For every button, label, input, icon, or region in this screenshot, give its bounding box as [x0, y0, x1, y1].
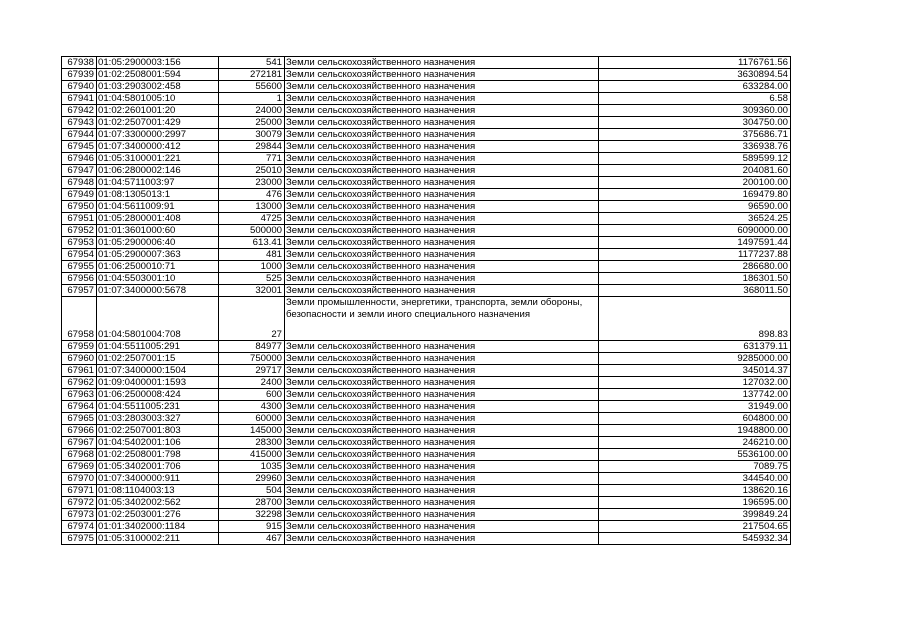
area-cell: 23000	[219, 177, 285, 189]
land-category-cell: Земли промышленности, энергетики, транспорта, земли обороны, безопасности и земли иного специального назначения	[285, 297, 599, 341]
area-cell: 28300	[219, 437, 285, 449]
area-cell: 915	[219, 521, 285, 533]
cadastral-number-cell: 01:04:5711003:97	[97, 177, 219, 189]
area-cell: 1035	[219, 461, 285, 473]
cadastral-number-cell: 01:06:2800002:146	[97, 165, 219, 177]
cadastral-number-cell: 01:02:2508001:594	[97, 69, 219, 81]
row-number-cell: 67968	[62, 449, 97, 461]
row-number-cell: 67942	[62, 105, 97, 117]
row-number-cell: 67965	[62, 413, 97, 425]
area-cell: 481	[219, 249, 285, 261]
land-category-cell: Земли сельскохозяйственного назначения	[285, 129, 599, 141]
table-row	[62, 285, 791, 297]
table-row	[62, 401, 791, 413]
table-row	[62, 237, 791, 249]
cadastral-value-cell: 196595.00	[599, 497, 791, 509]
land-category-cell: Земли сельскохозяйственного назначения	[285, 413, 599, 425]
land-category-cell: Земли сельскохозяйственного назначения	[285, 225, 599, 237]
row-number-cell: 67948	[62, 177, 97, 189]
area-cell: 13000	[219, 201, 285, 213]
land-category-cell: Земли сельскохозяйственного назначения	[285, 285, 599, 297]
row-number-cell: 67957	[62, 285, 97, 297]
row-number-cell: 67958	[62, 297, 97, 341]
cadastral-value-cell: 345014.37	[599, 365, 791, 377]
table-row	[62, 437, 791, 449]
cadastral-number-cell: 01:02:2507001:803	[97, 425, 219, 437]
cadastral-value-cell: 375686.71	[599, 129, 791, 141]
land-category-cell: Земли сельскохозяйственного назначения	[285, 449, 599, 461]
land-category-cell: Земли сельскохозяйственного назначения	[285, 473, 599, 485]
table-row	[62, 389, 791, 401]
cadastral-value-cell: 186301.50	[599, 273, 791, 285]
cadastral-value-cell: 336938.76	[599, 141, 791, 153]
cadastral-value-cell: 9285000.00	[599, 353, 791, 365]
table-row	[62, 413, 791, 425]
cadastral-value-cell: 6090000.00	[599, 225, 791, 237]
table-row	[62, 57, 791, 69]
cadastral-value-cell: 1497591.44	[599, 237, 791, 249]
table-row	[62, 509, 791, 521]
table-row	[62, 353, 791, 365]
land-category-cell: Земли сельскохозяйственного назначения	[285, 401, 599, 413]
cadastral-number-cell: 01:02:2507001:429	[97, 117, 219, 129]
table-row	[62, 461, 791, 473]
land-category-cell: Земли сельскохозяйственного назначения	[285, 57, 599, 69]
area-cell: 4725	[219, 213, 285, 225]
row-number-cell: 67961	[62, 365, 97, 377]
land-category-cell: Земли сельскохозяйственного назначения	[285, 153, 599, 165]
cadastral-number-cell: 01:09:0400001:1593	[97, 377, 219, 389]
row-number-cell: 67947	[62, 165, 97, 177]
table-row	[62, 105, 791, 117]
row-number-cell: 67969	[62, 461, 97, 473]
cadastral-value-cell: 137742.00	[599, 389, 791, 401]
cadastral-value-cell: 368011.50	[599, 285, 791, 297]
cadastral-value-cell: 3630894.54	[599, 69, 791, 81]
table-row	[62, 201, 791, 213]
row-number-cell: 67972	[62, 497, 97, 509]
cadastral-number-cell: 01:07:3400000:412	[97, 141, 219, 153]
row-number-cell: 67938	[62, 57, 97, 69]
land-category-cell: Земли сельскохозяйственного назначения	[285, 273, 599, 285]
cadastral-number-cell: 01:02:2508001:798	[97, 449, 219, 461]
area-cell: 25010	[219, 165, 285, 177]
cadastral-number-cell: 01:06:2500008:424	[97, 389, 219, 401]
table-row	[62, 69, 791, 81]
land-category-cell: Земли сельскохозяйственного назначения	[285, 353, 599, 365]
area-cell: 84977	[219, 341, 285, 353]
table-row	[62, 297, 791, 341]
area-cell: 771	[219, 153, 285, 165]
land-category-cell: Земли сельскохозяйственного назначения	[285, 249, 599, 261]
cadastral-value-cell: 399849.24	[599, 509, 791, 521]
table-row	[62, 213, 791, 225]
row-number-cell: 67952	[62, 225, 97, 237]
cadastral-value-cell: 344540.00	[599, 473, 791, 485]
row-number-cell: 67966	[62, 425, 97, 437]
area-cell: 27	[219, 297, 285, 341]
land-category-cell: Земли сельскохозяйственного назначения	[285, 141, 599, 153]
cadastral-value-cell: 6.58	[599, 93, 791, 105]
land-category-cell: Земли сельскохозяйственного назначения	[285, 485, 599, 497]
table-row	[62, 377, 791, 389]
area-cell: 29960	[219, 473, 285, 485]
cadastral-number-cell: 01:05:2900007:363	[97, 249, 219, 261]
cadastral-value-cell: 1176761.56	[599, 57, 791, 69]
area-cell: 32298	[219, 509, 285, 521]
area-cell: 500000	[219, 225, 285, 237]
cadastral-number-cell: 01:07:3400000:911	[97, 473, 219, 485]
cadastral-value-cell: 309360.00	[599, 105, 791, 117]
cadastral-value-cell: 589599.12	[599, 153, 791, 165]
table-row	[62, 365, 791, 377]
row-number-cell: 67956	[62, 273, 97, 285]
area-cell: 25000	[219, 117, 285, 129]
cadastral-number-cell: 01:07:3300000:2997	[97, 129, 219, 141]
land-category-cell: Земли сельскохозяйственного назначения	[285, 377, 599, 389]
land-category-cell: Земли сельскохозяйственного назначения	[285, 425, 599, 437]
row-number-cell: 67940	[62, 81, 97, 93]
table-row	[62, 485, 791, 497]
row-number-cell: 67949	[62, 189, 97, 201]
table-row	[62, 225, 791, 237]
land-category-cell: Земли сельскохозяйственного назначения	[285, 497, 599, 509]
row-number-cell: 67971	[62, 485, 97, 497]
cadastral-value-cell: 31949.00	[599, 401, 791, 413]
land-category-cell: Земли сельскохозяйственного назначения	[285, 509, 599, 521]
row-number-cell: 67967	[62, 437, 97, 449]
area-cell: 29844	[219, 141, 285, 153]
area-cell: 750000	[219, 353, 285, 365]
cadastral-value-cell: 631379.11	[599, 341, 791, 353]
table-row	[62, 497, 791, 509]
cadastral-number-cell: 01:02:2601001:20	[97, 105, 219, 117]
cadastral-value-cell: 36524.25	[599, 213, 791, 225]
land-category-cell: Земли сельскохозяйственного назначения	[285, 341, 599, 353]
cadastral-number-cell: 01:05:2800001:408	[97, 213, 219, 225]
area-cell: 1000	[219, 261, 285, 273]
table-row	[62, 473, 791, 485]
cadastral-value-cell: 169479.80	[599, 189, 791, 201]
row-number-cell: 67944	[62, 129, 97, 141]
table-row	[62, 249, 791, 261]
area-cell: 29717	[219, 365, 285, 377]
row-number-cell: 67953	[62, 237, 97, 249]
cadastral-value-cell: 1177237.88	[599, 249, 791, 261]
table-row	[62, 177, 791, 189]
cadastral-value-cell: 1948800.00	[599, 425, 791, 437]
row-number-cell: 67939	[62, 69, 97, 81]
table-row	[62, 261, 791, 273]
cadastral-number-cell: 01:04:5511005:291	[97, 341, 219, 353]
table-row	[62, 273, 791, 285]
row-number-cell: 67945	[62, 141, 97, 153]
cadastral-number-cell: 01:07:3400000:5678	[97, 285, 219, 297]
cadastral-number-cell: 01:08:1104003:13	[97, 485, 219, 497]
cadastral-number-cell: 01:03:2803003:327	[97, 413, 219, 425]
row-number-cell: 67960	[62, 353, 97, 365]
row-number-cell: 67964	[62, 401, 97, 413]
land-category-cell: Земли сельскохозяйственного назначения	[285, 189, 599, 201]
cadastral-number-cell: 01:01:3402000:1184	[97, 521, 219, 533]
area-cell: 28700	[219, 497, 285, 509]
area-cell: 1	[219, 93, 285, 105]
row-number-cell: 67962	[62, 377, 97, 389]
table-row	[62, 533, 791, 545]
land-category-cell: Земли сельскохозяйственного назначения	[285, 117, 599, 129]
cadastral-number-cell: 01:02:2503001:276	[97, 509, 219, 521]
area-cell: 2400	[219, 377, 285, 389]
cadastral-value-cell: 898.83	[599, 297, 791, 341]
area-cell: 4300	[219, 401, 285, 413]
cadastral-number-cell: 01:05:2900006:40	[97, 237, 219, 249]
row-number-cell: 67951	[62, 213, 97, 225]
cadastral-value-cell: 7089.75	[599, 461, 791, 473]
table-row	[62, 341, 791, 353]
area-cell: 525	[219, 273, 285, 285]
land-category-cell: Земли сельскохозяйственного назначения	[285, 261, 599, 273]
cadastral-value-cell: 545932.34	[599, 533, 791, 545]
land-category-cell: Земли сельскохозяйственного назначения	[285, 389, 599, 401]
cadastral-value-cell: 304750.00	[599, 117, 791, 129]
cadastral-number-cell: 01:06:2500010:71	[97, 261, 219, 273]
document-page	[61, 56, 791, 545]
cadastral-value-cell: 217504.65	[599, 521, 791, 533]
cadastral-number-cell: 01:04:5611009:91	[97, 201, 219, 213]
land-category-cell: Земли сельскохозяйственного назначения	[285, 93, 599, 105]
cadastral-value-cell: 633284.00	[599, 81, 791, 93]
area-cell: 55600	[219, 81, 285, 93]
cadastral-number-cell: 01:05:3402002:562	[97, 497, 219, 509]
land-category-cell: Земли сельскохозяйственного назначения	[285, 237, 599, 249]
cadastral-value-cell: 286680.00	[599, 261, 791, 273]
row-number-cell: 67950	[62, 201, 97, 213]
cadastral-number-cell: 01:02:2507001:15	[97, 353, 219, 365]
land-category-cell: Земли сельскохозяйственного назначения	[285, 461, 599, 473]
cadastral-value-cell: 204081.60	[599, 165, 791, 177]
table-row	[62, 93, 791, 105]
area-cell: 30079	[219, 129, 285, 141]
table-row	[62, 129, 791, 141]
cadastral-value-cell: 96590.00	[599, 201, 791, 213]
land-category-cell: Земли сельскохозяйственного назначения	[285, 165, 599, 177]
cadastral-number-cell: 01:04:5801005:10	[97, 93, 219, 105]
cadastral-value-cell: 127032.00	[599, 377, 791, 389]
cadastral-number-cell: 01:05:3100002:211	[97, 533, 219, 545]
cadastral-value-cell: 246210.00	[599, 437, 791, 449]
row-number-cell: 67963	[62, 389, 97, 401]
area-cell: 272181	[219, 69, 285, 81]
area-cell: 60000	[219, 413, 285, 425]
table-row	[62, 153, 791, 165]
table-row	[62, 117, 791, 129]
table-row	[62, 449, 791, 461]
land-category-cell: Земли сельскохозяйственного назначения	[285, 213, 599, 225]
cadastral-value-cell: 604800.00	[599, 413, 791, 425]
cadastral-value-cell: 200100.00	[599, 177, 791, 189]
land-category-cell: Земли сельскохозяйственного назначения	[285, 437, 599, 449]
area-cell: 32001	[219, 285, 285, 297]
cadastral-number-cell: 01:04:5801004:708	[97, 297, 219, 341]
row-number-cell: 67955	[62, 261, 97, 273]
table-body	[62, 57, 791, 545]
area-cell: 467	[219, 533, 285, 545]
row-number-cell: 67975	[62, 533, 97, 545]
cadastral-number-cell: 01:04:5402001:106	[97, 437, 219, 449]
area-cell: 613.41	[219, 237, 285, 249]
row-number-cell: 67946	[62, 153, 97, 165]
cadastral-number-cell: 01:03:2903002:458	[97, 81, 219, 93]
cadastral-number-cell: 01:04:5511005:231	[97, 401, 219, 413]
cadastral-value-cell: 138620.16	[599, 485, 791, 497]
land-category-cell: Земли сельскохозяйственного назначения	[285, 201, 599, 213]
row-number-cell: 67943	[62, 117, 97, 129]
land-category-cell: Земли сельскохозяйственного назначения	[285, 69, 599, 81]
land-category-cell: Земли сельскохозяйственного назначения	[285, 533, 599, 545]
cadastral-number-cell: 01:07:3400000:1504	[97, 365, 219, 377]
area-cell: 415000	[219, 449, 285, 461]
table-row	[62, 425, 791, 437]
land-category-cell: Земли сельскохозяйственного назначения	[285, 177, 599, 189]
table-row	[62, 189, 791, 201]
land-category-cell: Земли сельскохозяйственного назначения	[285, 521, 599, 533]
table-row	[62, 521, 791, 533]
row-number-cell: 67974	[62, 521, 97, 533]
land-plots-table	[61, 56, 791, 545]
area-cell: 145000	[219, 425, 285, 437]
row-number-cell: 67970	[62, 473, 97, 485]
cadastral-number-cell: 01:05:3402001:706	[97, 461, 219, 473]
row-number-cell: 67959	[62, 341, 97, 353]
area-cell: 541	[219, 57, 285, 69]
row-number-cell: 67941	[62, 93, 97, 105]
cadastral-value-cell: 5536100.00	[599, 449, 791, 461]
table-row	[62, 165, 791, 177]
cadastral-number-cell: 01:05:3100001:221	[97, 153, 219, 165]
area-cell: 600	[219, 389, 285, 401]
area-cell: 504	[219, 485, 285, 497]
land-category-cell: Земли сельскохозяйственного назначения	[285, 81, 599, 93]
land-category-cell: Земли сельскохозяйственного назначения	[285, 365, 599, 377]
area-cell: 476	[219, 189, 285, 201]
area-cell: 24000	[219, 105, 285, 117]
row-number-cell: 67954	[62, 249, 97, 261]
cadastral-number-cell: 01:01:3601000:60	[97, 225, 219, 237]
table-row	[62, 81, 791, 93]
cadastral-number-cell: 01:08:1305013:1	[97, 189, 219, 201]
table-row	[62, 141, 791, 153]
cadastral-number-cell: 01:05:2900003:156	[97, 57, 219, 69]
row-number-cell: 67973	[62, 509, 97, 521]
land-category-cell: Земли сельскохозяйственного назначения	[285, 105, 599, 117]
cadastral-number-cell: 01:04:5503001:10	[97, 273, 219, 285]
